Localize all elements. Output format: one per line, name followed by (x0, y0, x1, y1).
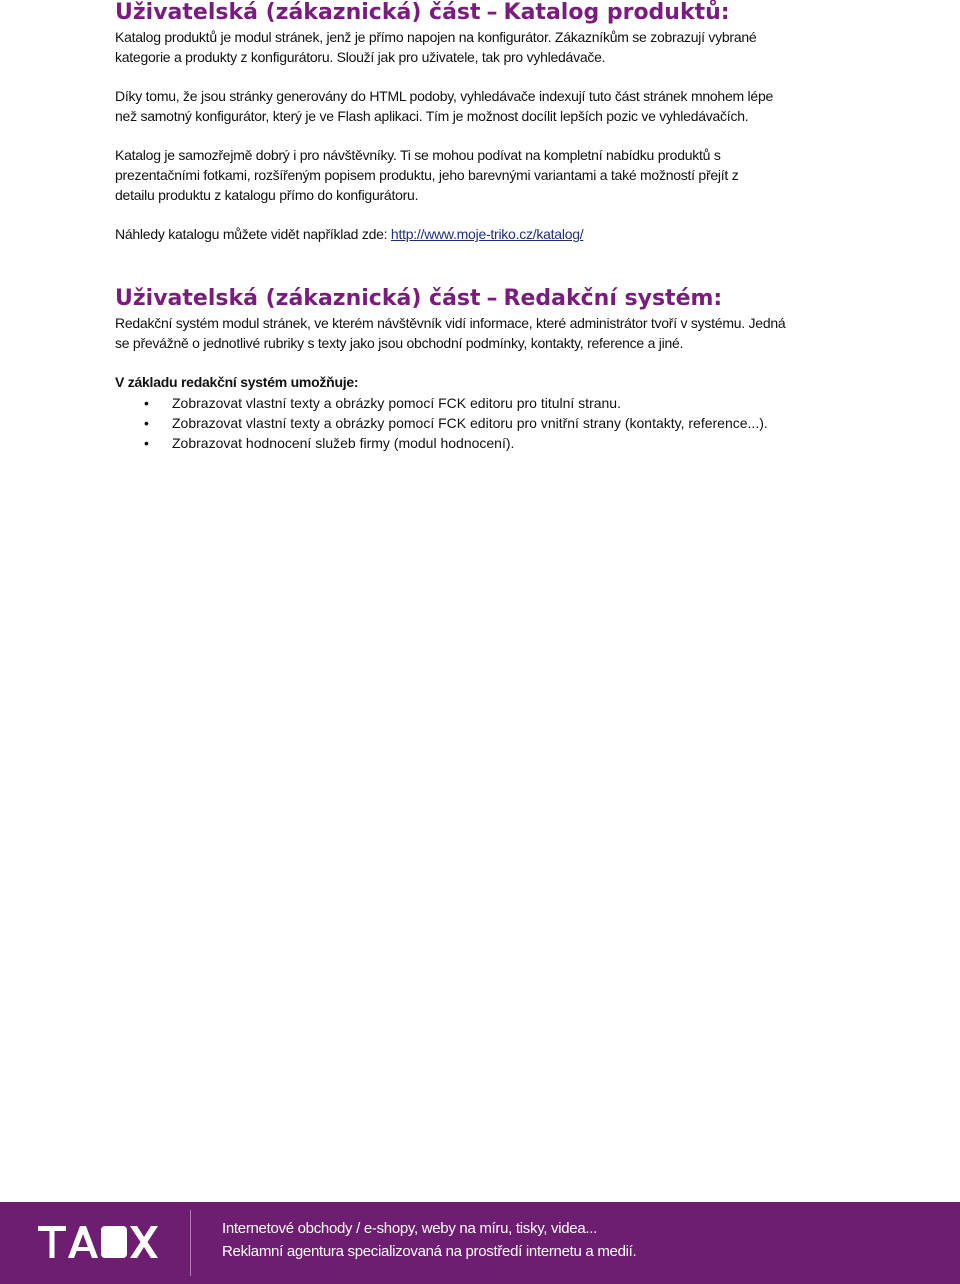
catalog-intro-paragraph (115, 27, 855, 67)
paragraph-line: kategorie a produkty z konfigurátoru. Slouží jak pro uživatele, tak pro vyhledávače. (115, 49, 606, 65)
list-item (115, 413, 855, 433)
list-item-text: Zobrazovat vlastní texty a obrázky pomocí FCK editoru pro titulní stranu. (172, 395, 621, 411)
paragraph-line: než samotný konfigurátor, který je ve Flash aplikaci. Tím je možnost docílit lepších pozic ve vyhledávačích. (115, 108, 749, 124)
catalog-seo-paragraph (115, 86, 855, 126)
paragraph-line: detailu produktu z katalogu přímo do konfigurátoru. (115, 187, 419, 203)
cms-feature-list (115, 393, 855, 453)
document-body (115, 0, 855, 453)
catalog-preview-link[interactable]: http://www.moje-triko.cz/katalog/ (390, 226, 584, 242)
bullet-icon: • (144, 415, 149, 431)
heading-title: Uživatelská (zákaznická) část (115, 0, 481, 25)
bullet-icon: • (144, 435, 149, 451)
footer-tagline-services: Internetové obchody / e-shopy, weby na míru, tisky, videa... (222, 1220, 597, 1237)
preview-text: Náhledy katalogu můžete vidět například zde: (115, 226, 391, 242)
heading-subtitle: Katalog produktů: (503, 0, 730, 25)
list-item-text: Zobrazovat vlastní texty a obrázky pomocí FCK editoru pro vnitřní strany (kontakty, reference...). (172, 415, 768, 431)
cms-list-title: V základu redakční systém umožňuje: (115, 374, 359, 390)
taox-logo (38, 1222, 160, 1262)
list-item-text: Zobrazovat hodnocení služeb firmy (modul hodnocení). (172, 435, 515, 451)
catalog-preview-line (115, 224, 855, 244)
heading-dash: – (486, 0, 498, 25)
list-item (115, 433, 855, 453)
paragraph-line: prezentačními fotkami, rozšířeným popisem produktu, jeho barevnými variantami a také možností přejít z (115, 167, 739, 183)
cms-intro-paragraph (115, 313, 855, 353)
footer-band (0, 1202, 960, 1284)
heading-title: Uživatelská (zákaznická) část (115, 286, 481, 311)
section-heading-catalog (115, 0, 855, 26)
paragraph-line: Katalog je samozřejmě dobrý i pro návštěvníky. Ti se mohou podívat na kompletní nabídku produktů s (115, 147, 721, 163)
footer-tagline-agency: Reklamní agentura specializovaná na prostředí internetu a medií. (222, 1243, 637, 1260)
paragraph-line: Katalog produktů je modul stránek, jenž je přímo napojen na konfigurátor. Zákazníkům se zobrazují vybrané (115, 29, 757, 45)
heading-subtitle: Redakční systém: (503, 286, 723, 311)
section-heading-cms (115, 286, 855, 312)
paragraph-line: Díky tomu, že jsou stránky generovány do HTML podoby, vyhledávače indexují tuto část stránek mnohem lépe (115, 88, 774, 104)
heading-dash: – (486, 286, 498, 311)
footer-divider (190, 1210, 191, 1276)
catalog-visitors-paragraph (115, 145, 855, 205)
paragraph-line: se převážně o jednotlivé rubriky s texty jako jsou obchodní podmínky, kontakty, reference a jiné. (115, 335, 684, 351)
bullet-icon: • (144, 395, 149, 411)
paragraph-line: Redakční systém modul stránek, ve kterém návštěvník vidí informace, které administrátor tvoří v systému. Jedná (115, 315, 786, 331)
list-item (115, 393, 855, 413)
